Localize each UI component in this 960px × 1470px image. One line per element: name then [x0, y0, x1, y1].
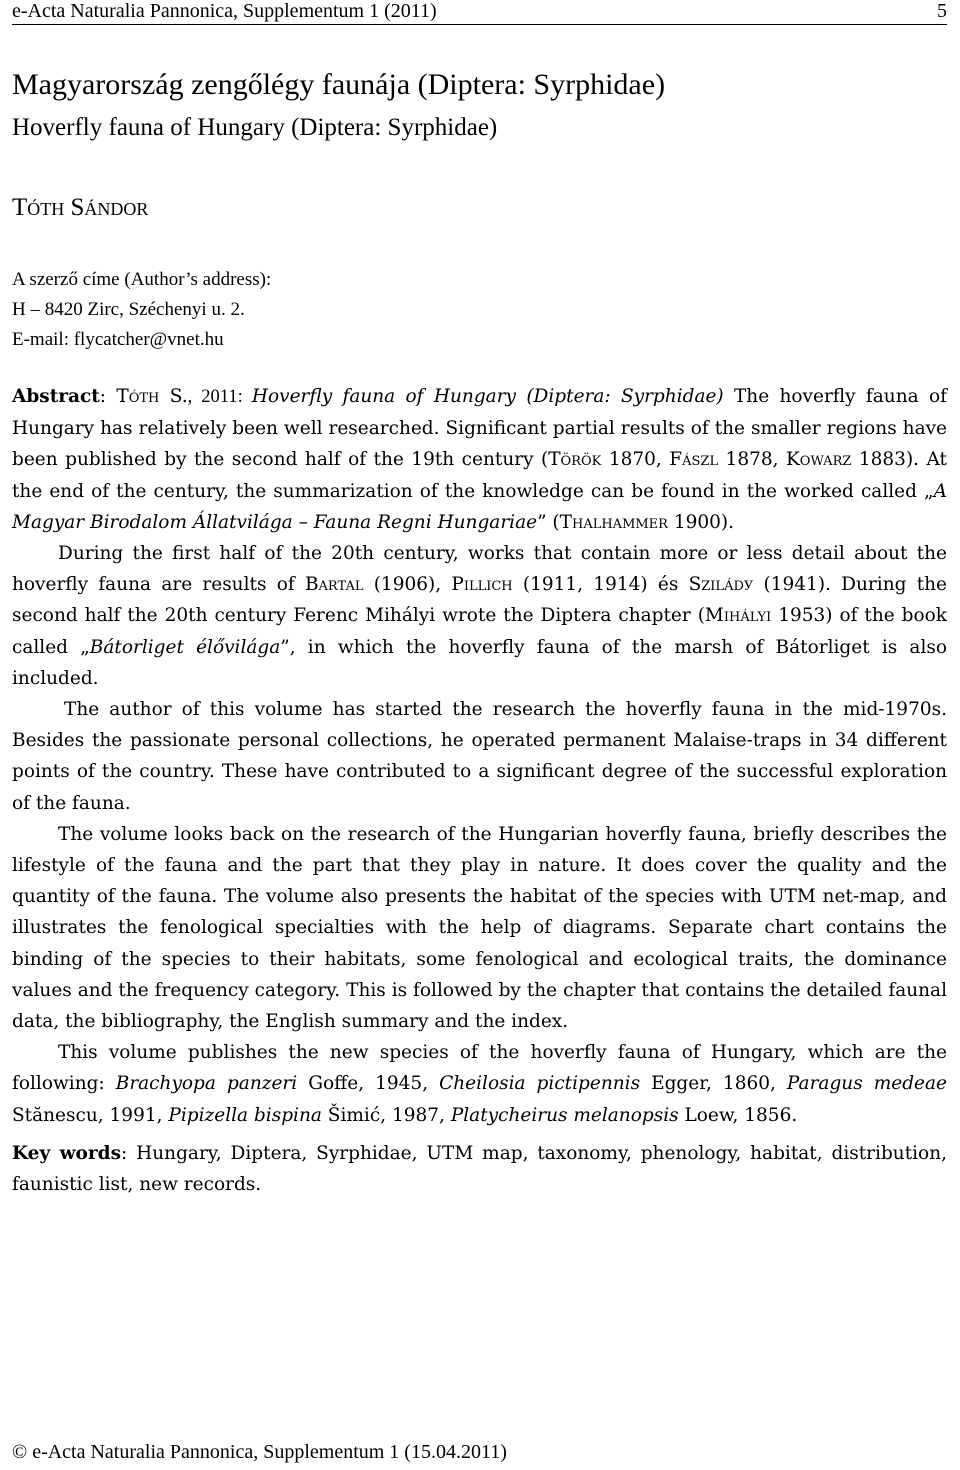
address-label: A szerző címe (Author’s address):	[12, 269, 272, 290]
ref-kowarz: Kowarz	[785, 449, 852, 471]
ref-szilady: Sziládу	[688, 574, 754, 596]
abstract-paragraph-3: The author of this volume has started the research the hoverfly fauna in the mid-1970s. Besides the passionate personal collections, he operated permanent Malaise-traps in 34 different points of the country. These have contributed to a significant degree of the successful exploration of the fauna.	[12, 699, 947, 814]
running-header	[12, 0, 947, 25]
keywords-label: Key words	[12, 1142, 121, 1164]
abstract-paragraph-5: This volume publishes the new species of the hoverfly fauna of Hungary, which are the following: Brachyopa panzeri Goffe, 1945, Cheilosia pictipennis Egger, 1860, Paragus medeae Stănescu, 1991, Pipizella bispina Šimić, 1987, Platycheirus melanopsis Loew, 1856.	[12, 1042, 947, 1126]
keywords-text: : Hungary, Diptera, Syrphidae, UTM map, taxonomy, phenology, habitat, distribution, faunistic list, new records.	[12, 1142, 947, 1196]
abstract-paragraph-1: Abstract: Tóth S., 2011: Hoverfly fauna of Hungary (Diptera: Syrphidae) The hoverfly fauna of Hungary has relatively been well researched. Significant partial results of the smaller regions have been published by the second half of the 19th century (Török 1870, Fászl 1878, Kowarz 1883). At the end of the century, the summarization of the knowledge can be found in the worked called „A Magyar Birodalom Állatvilága – Fauna Regni Hungariae” (Thalhammer 1900).	[12, 386, 947, 533]
ref-mihalyi: Mihályi	[704, 605, 772, 627]
page-number: 5	[937, 0, 947, 22]
author-name: Tóth Sándor	[12, 194, 149, 221]
citation-author: Tóth S.	[116, 386, 188, 407]
address-email: E-mail: flycatcher@vnet.hu	[12, 329, 224, 350]
ref-thalhammer: Thalhammer	[559, 511, 668, 533]
journal-name: e-Acta Naturalia Pannonica, Supplementum 1 (2011)	[12, 0, 437, 22]
title-english: Hoverfly fauna of Hungary (Diptera: Syrphidae)	[12, 114, 498, 141]
abstract-paragraph-2: During the first half of the 20th century, works that contain more or less detail about the hoverfly fauna are results of Bartal (1906), Pillich (1911, 1914) és Sziládу (1941). During the second half the 20th century Ferenc Mihályi wrote the Diptera chapter (Mihályi 1953) of the book called „Bátorliget élővilága”, in which the hoverfly fauna of the marsh of Bátorliget is also included.	[12, 543, 948, 689]
book-title-batorliget: Bátorliget élővilága	[89, 636, 281, 658]
species-name: Platycheirus melanopsis	[450, 1104, 679, 1126]
abstract-paragraph-4: The volume looks back on the research of the Hungarian hoverfly fauna, briefly describes the lifestyle of the fauna and the part that they play in nature. It does cover the quality and the quantity of the fauna. The volume also presents the habitat of the species with UTM net-map, and illustrates the fenological specialties with the help of diagrams. Separate chart contains the binding of the species to their habitats, some fenological and ecological traits, the dominance values and the frequency category. This is followed by the chapter that contains the detailed faunal data, the bibliography, the English summary and the index.	[12, 823, 947, 1033]
copyright-footer: © e-Acta Naturalia Pannonica, Supplementum 1 (15.04.2011)	[12, 1441, 507, 1463]
ref-bartal: Bartal	[304, 574, 364, 596]
abstract-label: Abstract	[12, 386, 100, 407]
ref-torok: Török	[548, 449, 602, 471]
ref-faszl: Fászl	[669, 449, 719, 471]
species-name: Pipizella bispina	[168, 1104, 322, 1126]
book-title-fauna: A Magyar Birodalom Állatvilága – Fauna Regni Hungariae	[12, 480, 947, 533]
species-name: Cheilosia pictipennis	[439, 1073, 641, 1095]
title-hungarian: Magyarország zengőlégy faunája (Diptera: Syrphidae)	[12, 68, 666, 101]
species-name: Brachyopa panzeri	[115, 1073, 298, 1095]
author-address	[12, 265, 271, 355]
address-street: H – 8420 Zirc, Széchenyi u. 2.	[12, 299, 245, 320]
species-name: Paragus medeae	[786, 1073, 947, 1095]
ref-pillich: Pillich	[451, 574, 513, 596]
citation-title: Hoverfly fauna of Hungary (Diptera: Syrphidae)	[251, 386, 724, 407]
keywords	[12, 1138, 947, 1200]
abstract	[12, 381, 947, 1200]
